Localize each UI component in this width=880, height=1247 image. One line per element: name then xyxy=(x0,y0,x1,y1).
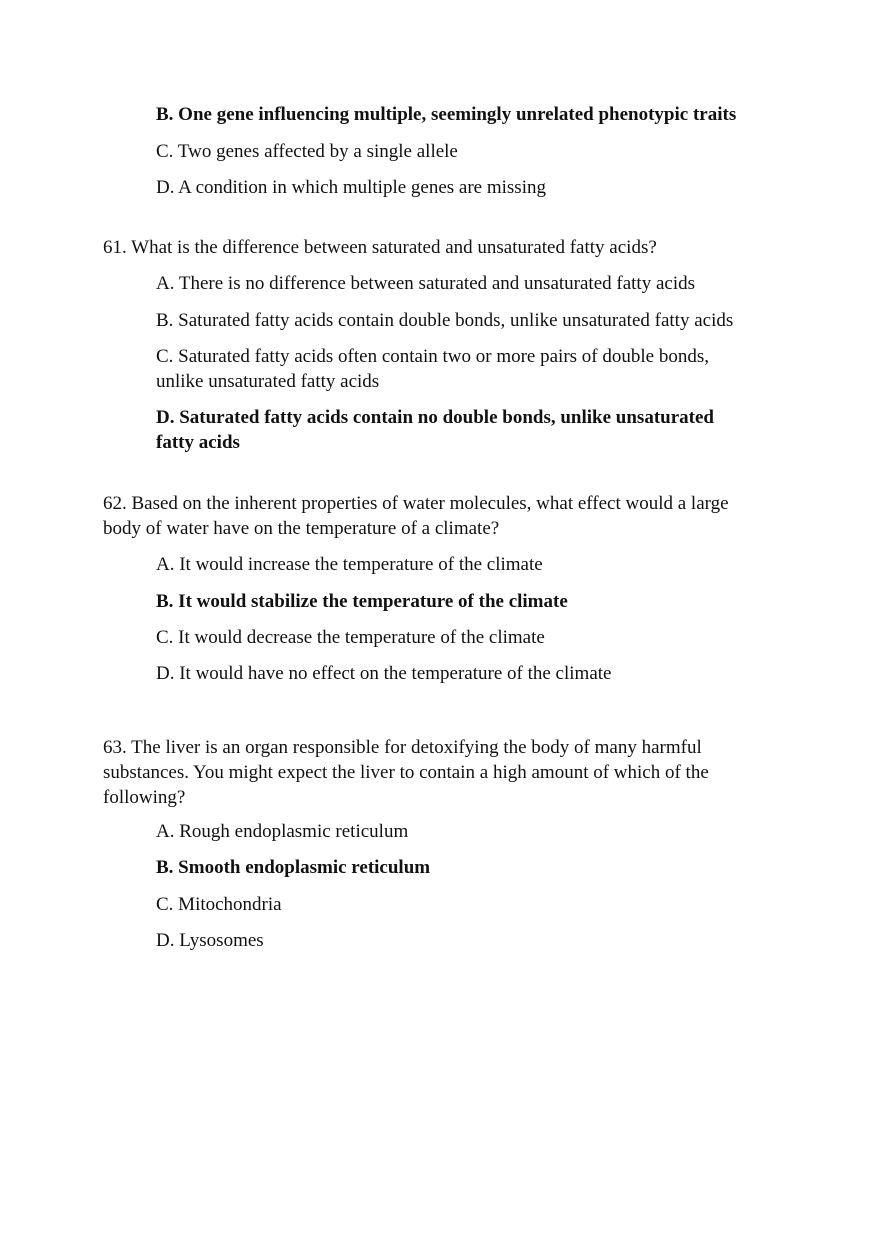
text-line: following? xyxy=(103,787,186,808)
answer-option xyxy=(156,175,546,200)
answer-option xyxy=(156,928,264,953)
question-text xyxy=(103,491,729,541)
answer-option xyxy=(156,308,733,333)
text-line: B. Saturated fatty acids contain double bonds, unlike unsaturated fatty acids xyxy=(156,310,734,331)
text-line: B. Smooth endoplasmic reticulum xyxy=(156,857,431,878)
text-line: body of water have on the temperature of a climate? xyxy=(103,518,500,539)
answer-option xyxy=(156,819,408,844)
text-line: fatty acids xyxy=(156,432,240,453)
text-line: C. It would decrease the temperature of the climate xyxy=(156,627,545,648)
answer-option xyxy=(156,625,545,650)
text-line: C. Two genes affected by a single allele xyxy=(156,141,458,162)
answer-option xyxy=(156,661,611,686)
question-text xyxy=(103,235,657,260)
text-line: unlike unsaturated fatty acids xyxy=(156,371,380,392)
text-line: B. One gene influencing multiple, seemingly unrelated phenotypic traits xyxy=(156,104,737,125)
correct-answer-option xyxy=(156,589,568,614)
correct-answer-option xyxy=(156,855,430,880)
text-line: A. There is no difference between saturated and unsaturated fatty acids xyxy=(156,273,695,294)
text-line: C. Saturated fatty acids often contain two or more pairs of double bonds, xyxy=(156,346,709,367)
text-line: C. Mitochondria xyxy=(156,894,282,915)
text-line: B. It would stabilize the temperature of the climate xyxy=(156,591,568,612)
answer-option xyxy=(156,139,458,164)
text-line: D. A condition in which multiple genes are missing xyxy=(156,177,546,198)
answer-option xyxy=(156,552,543,577)
answer-option xyxy=(156,892,282,917)
text-line: 62. Based on the inherent properties of water molecules, what effect would a large xyxy=(103,493,729,514)
text-line: 63. The liver is an organ responsible for detoxifying the body of many harmful xyxy=(103,737,702,758)
text-line: substances. You might expect the liver to contain a high amount of which of the xyxy=(103,762,709,783)
answer-option xyxy=(156,344,709,394)
correct-answer-option xyxy=(156,102,736,127)
text-line: D. Saturated fatty acids contain no double bonds, unlike unsaturated xyxy=(156,407,714,428)
answer-option xyxy=(156,271,695,296)
correct-answer-option xyxy=(156,405,714,455)
text-line: D. Lysosomes xyxy=(156,930,264,951)
text-line: 61. What is the difference between saturated and unsaturated fatty acids? xyxy=(103,237,657,258)
text-line: A. Rough endoplasmic reticulum xyxy=(156,821,409,842)
question-text xyxy=(103,735,709,810)
text-line: A. It would increase the temperature of the climate xyxy=(156,554,543,575)
text-line: D. It would have no effect on the temperature of the climate xyxy=(156,663,612,684)
